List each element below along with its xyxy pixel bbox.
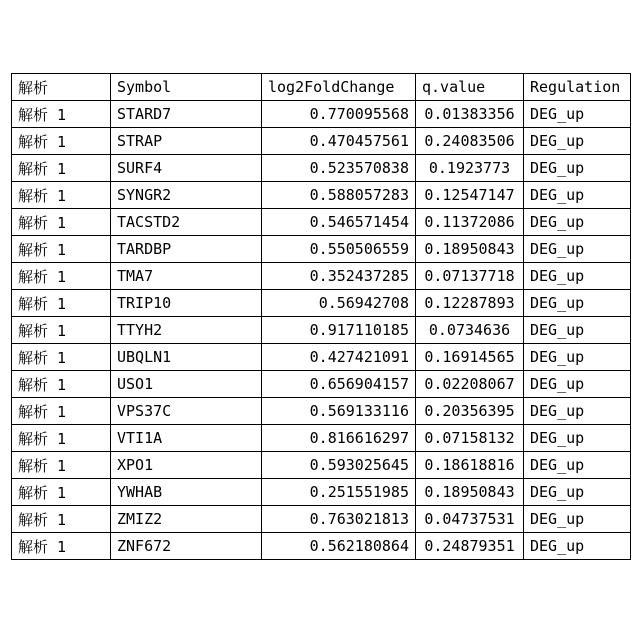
regulation-cell: DEG_up (524, 344, 631, 371)
symbol-cell: YWHAB (111, 479, 262, 506)
regulation-cell: DEG_up (524, 155, 631, 182)
q-value-cell: 0.12287893 (416, 290, 524, 317)
symbol-cell: TRIP10 (111, 290, 262, 317)
q-value-cell: 0.18950843 (416, 479, 524, 506)
analysis-cell: 解析 1 (12, 263, 111, 290)
analysis-cell: 解析 1 (12, 236, 111, 263)
symbol-cell: XPO1 (111, 452, 262, 479)
regulation-cell: DEG_up (524, 209, 631, 236)
header-log2foldchange: log2FoldChange (262, 74, 416, 101)
q-value-cell: 0.1923773 (416, 155, 524, 182)
table-row (12, 398, 631, 425)
deg-table (11, 73, 631, 560)
regulation-cell: DEG_up (524, 506, 631, 533)
log2foldchange-cell: 0.470457561 (262, 128, 416, 155)
analysis-cell: 解析 1 (12, 425, 111, 452)
analysis-cell: 解析 1 (12, 182, 111, 209)
log2foldchange-cell: 0.251551985 (262, 479, 416, 506)
symbol-cell: STARD7 (111, 101, 262, 128)
symbol-cell: SURF4 (111, 155, 262, 182)
log2foldchange-cell: 0.427421091 (262, 344, 416, 371)
regulation-cell: DEG_up (524, 128, 631, 155)
analysis-cell: 解析 1 (12, 533, 111, 560)
log2foldchange-cell: 0.562180864 (262, 533, 416, 560)
log2foldchange-cell: 0.763021813 (262, 506, 416, 533)
q-value-cell: 0.16914565 (416, 344, 524, 371)
log2foldchange-cell: 0.656904157 (262, 371, 416, 398)
symbol-cell: ZNF672 (111, 533, 262, 560)
q-value-cell: 0.18950843 (416, 236, 524, 263)
log2foldchange-cell: 0.816616297 (262, 425, 416, 452)
table-row (12, 317, 631, 344)
analysis-cell: 解析 1 (12, 479, 111, 506)
analysis-cell: 解析 1 (12, 344, 111, 371)
q-value-cell: 0.24083506 (416, 128, 524, 155)
table-row (12, 155, 631, 182)
log2foldchange-cell: 0.546571454 (262, 209, 416, 236)
analysis-cell: 解析 1 (12, 290, 111, 317)
log2foldchange-cell: 0.588057283 (262, 182, 416, 209)
q-value-cell: 0.07158132 (416, 425, 524, 452)
table-row (12, 263, 631, 290)
log2foldchange-cell: 0.770095568 (262, 101, 416, 128)
analysis-cell: 解析 1 (12, 155, 111, 182)
log2foldchange-cell: 0.56942708 (262, 290, 416, 317)
regulation-cell: DEG_up (524, 317, 631, 344)
q-value-cell: 0.12547147 (416, 182, 524, 209)
symbol-cell: TARDBP (111, 236, 262, 263)
log2foldchange-cell: 0.352437285 (262, 263, 416, 290)
q-value-cell: 0.24879351 (416, 533, 524, 560)
log2foldchange-cell: 0.550506559 (262, 236, 416, 263)
symbol-cell: TTYH2 (111, 317, 262, 344)
symbol-cell: TMA7 (111, 263, 262, 290)
table-row (12, 452, 631, 479)
table-row (12, 182, 631, 209)
table-row (12, 128, 631, 155)
header-q-value: q.value (416, 74, 524, 101)
analysis-cell: 解析 1 (12, 398, 111, 425)
table-row (12, 506, 631, 533)
regulation-cell: DEG_up (524, 452, 631, 479)
deg-table-sheet (11, 73, 631, 560)
symbol-cell: VTI1A (111, 425, 262, 452)
regulation-cell: DEG_up (524, 236, 631, 263)
table-row (12, 479, 631, 506)
analysis-cell: 解析 1 (12, 452, 111, 479)
header-regulation: Regulation (524, 74, 631, 101)
table-row (12, 209, 631, 236)
header-analysis: 解析 (12, 74, 111, 101)
symbol-cell: TACSTD2 (111, 209, 262, 236)
q-value-cell: 0.07137718 (416, 263, 524, 290)
table-row (12, 236, 631, 263)
table-row (12, 425, 631, 452)
symbol-cell: UBQLN1 (111, 344, 262, 371)
regulation-cell: DEG_up (524, 398, 631, 425)
symbol-cell: USO1 (111, 371, 262, 398)
symbol-cell: VPS37C (111, 398, 262, 425)
q-value-cell: 0.20356395 (416, 398, 524, 425)
regulation-cell: DEG_up (524, 371, 631, 398)
regulation-cell: DEG_up (524, 263, 631, 290)
log2foldchange-cell: 0.593025645 (262, 452, 416, 479)
regulation-cell: DEG_up (524, 182, 631, 209)
regulation-cell: DEG_up (524, 425, 631, 452)
q-value-cell: 0.0734636 (416, 317, 524, 344)
log2foldchange-cell: 0.569133116 (262, 398, 416, 425)
regulation-cell: DEG_up (524, 290, 631, 317)
regulation-cell: DEG_up (524, 479, 631, 506)
header-symbol: Symbol (111, 74, 262, 101)
regulation-cell: DEG_up (524, 101, 631, 128)
q-value-cell: 0.01383356 (416, 101, 524, 128)
analysis-cell: 解析 1 (12, 209, 111, 236)
analysis-cell: 解析 1 (12, 101, 111, 128)
analysis-cell: 解析 1 (12, 128, 111, 155)
symbol-cell: ZMIZ2 (111, 506, 262, 533)
table-row (12, 371, 631, 398)
symbol-cell: STRAP (111, 128, 262, 155)
table-row (12, 101, 631, 128)
symbol-cell: SYNGR2 (111, 182, 262, 209)
q-value-cell: 0.04737531 (416, 506, 524, 533)
analysis-cell: 解析 1 (12, 506, 111, 533)
q-value-cell: 0.11372086 (416, 209, 524, 236)
log2foldchange-cell: 0.917110185 (262, 317, 416, 344)
analysis-cell: 解析 1 (12, 371, 111, 398)
header-row (12, 74, 631, 101)
q-value-cell: 0.02208067 (416, 371, 524, 398)
log2foldchange-cell: 0.523570838 (262, 155, 416, 182)
q-value-cell: 0.18618816 (416, 452, 524, 479)
analysis-cell: 解析 1 (12, 317, 111, 344)
regulation-cell: DEG_up (524, 533, 631, 560)
table-body (12, 101, 631, 560)
table-row (12, 344, 631, 371)
table-row (12, 290, 631, 317)
table-row (12, 533, 631, 560)
